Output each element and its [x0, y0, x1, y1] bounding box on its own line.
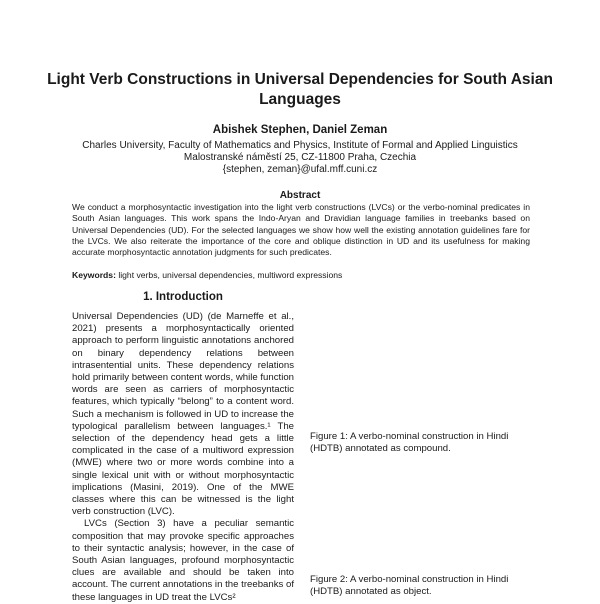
keywords	[72, 270, 530, 280]
intro-paragraph-2: LVCs (Section 3) have a peculiar semantic composition that may provoke specific approaches to their syntactic analysis; however, in the case of South Asian languages, profound morphosyntactic clues are available and should be taken into account. The current annotations in the treebanks of these languages in UD treat the LVCs²	[72, 518, 294, 603]
section-heading-introduction: 1. Introduction	[143, 291, 223, 303]
figure-1-dependency-tree	[305, 285, 540, 390]
paper-title: Light Verb Constructions in Universal Dependencies for South Asian Languages	[47, 71, 553, 108]
keywords-list: light verbs, universal dependencies, multiword expressions	[118, 270, 343, 280]
affiliation-line-2: Malostranské náměstí 25, CZ-11800 Praha, Czechia	[183, 152, 417, 163]
intro-paragraph-1: Universal Dependencies (UD) (de Marneffe et al., 2021) presents a morphosyntactically oriented approach to perform linguistic annotations anchored on binary dependency relations between intrasentential units. These dependency relations hold primarily between content words, while function words are seen as carriers of morphosyntactic features, which typically “belong” to a content word. Such a mechanism is followed in UD to increase the typological parallelism between languages.¹ The selection of the dependency head gets a little complicated in the case of a multiword expression (MWE) where two or more words combine into a single lexical unit with or without morphosyntactic implications (Masini, 2019). One of the MWE classes where this can be witnessed is the light verb construction (LVC).	[72, 311, 294, 518]
author-emails: {stephen, zeman}@ufal.mff.cuni.cz	[222, 164, 378, 175]
figure-2-caption: Figure 2: A verbo-nominal construction in Hindi (HDTB) annotated as object.	[310, 574, 509, 598]
introduction-body	[72, 311, 294, 604]
figure-1-caption: Figure 1: A verbo-nominal construction in Hindi (HDTB) annotated as compound.	[310, 431, 509, 455]
keywords-label: Keywords:	[72, 270, 116, 280]
affiliation-line-1: Charles University, Faculty of Mathematics and Physics, Institute of Formal and Applied Linguistics	[82, 140, 518, 151]
figure-2-dependency-tree	[305, 445, 540, 565]
abstract-text: We conduct a morphosyntactic investigation into the light verb constructions (LVCs) or the verbo-nominal predicates in South Asian languages. This work spans the Indo-Aryan and Dravidian language families in treebanks based on Universal Dependencies (UD). For the selected languages we show how well the existing annotation guidelines fare for the LVCs. We also reiterate the importance of the core and oblique distinction in UD and its usefulness for making accurate morphosyntactic annotation judgments for such predicates.	[72, 202, 530, 258]
abstract-heading: Abstract	[279, 190, 321, 201]
paper-authors: Abishek Stephen, Daniel Zeman	[212, 124, 388, 136]
